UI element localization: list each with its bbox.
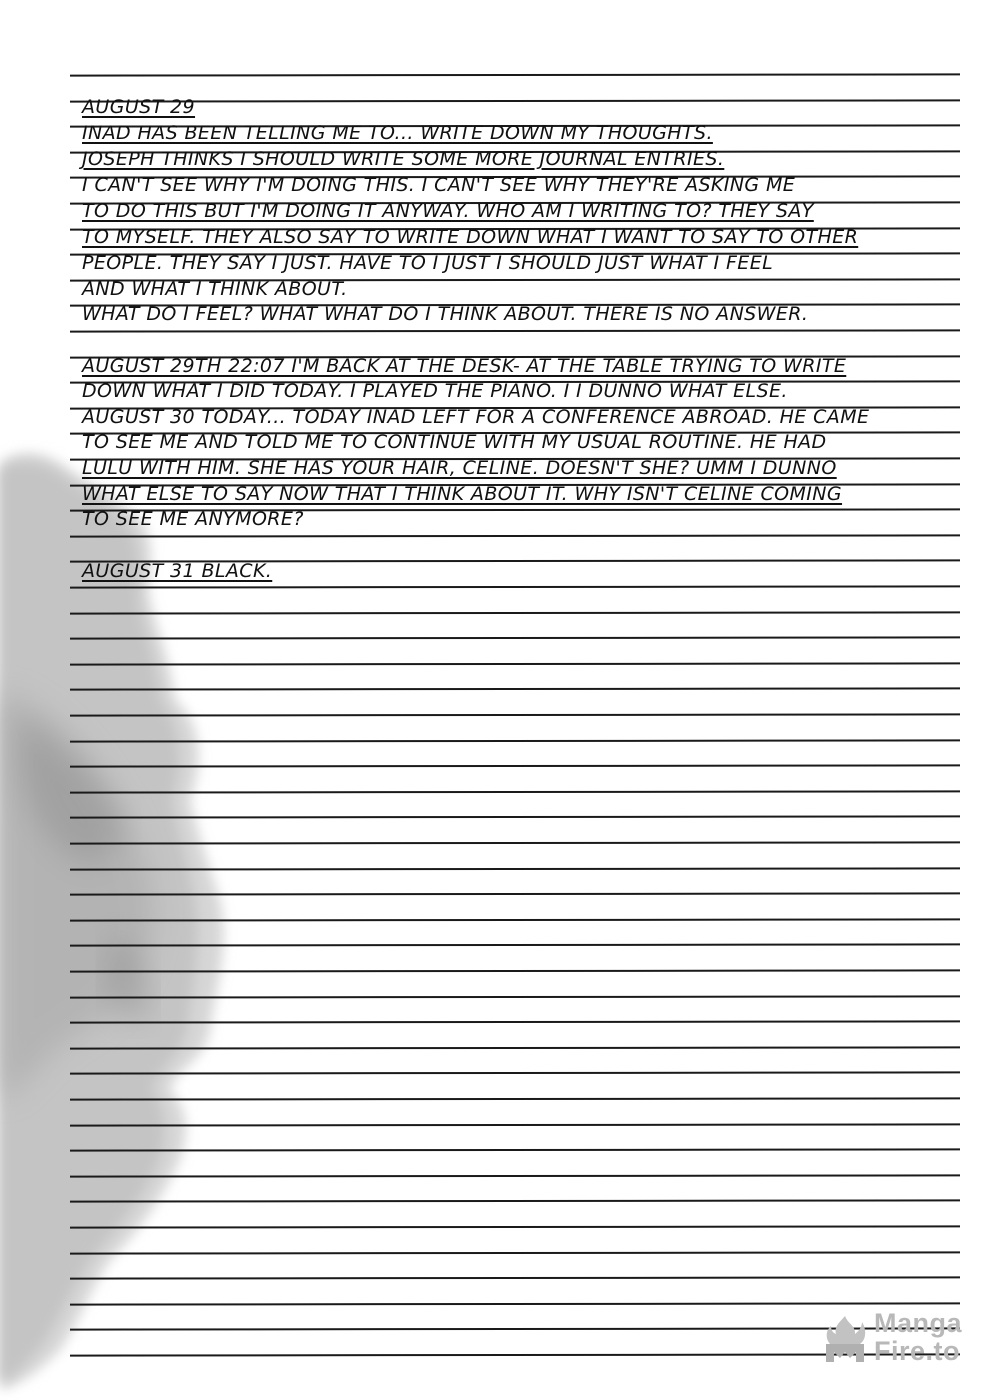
journal-line: WHAT ELSE TO SAY NOW THAT I THINK ABOUT IT. WHY ISN'T CELINE COMING xyxy=(82,483,843,505)
watermark-line-1: Manga xyxy=(874,1308,963,1338)
journal-line: TO MYSELF. THEY ALSO SAY TO WRITE DOWN WHAT I WANT TO SAY TO OTHER xyxy=(82,226,859,248)
journal-line: DOWN WHAT I DID TODAY. I PLAYED THE PIANO. I I DUNNO WHAT ELSE. xyxy=(82,380,788,402)
journal-line: WHAT DO I FEEL? WHAT WHAT DO I THINK ABOUT. THERE IS NO ANSWER. xyxy=(82,303,809,325)
flame-logo-icon xyxy=(822,1314,868,1364)
journal-line: LULU WITH HIM. SHE HAS YOUR HAIR, CELINE. DOESN'T SHE? UMM I DUNNO xyxy=(82,457,837,479)
journal-line: INAD HAS BEEN TELLING ME TO... WRITE DOWN MY THOUGHTS. xyxy=(82,122,713,144)
watermark-line-2: Fire.to xyxy=(874,1336,961,1366)
journal-line: AND WHAT I THINK ABOUT. xyxy=(82,278,348,300)
journal-line: PEOPLE. THEY SAY I JUST. HAVE TO I JUST I SHOULD JUST WHAT I FEEL xyxy=(82,252,774,274)
mangafire-watermark xyxy=(818,1308,978,1368)
journal-line: TO SEE ME AND TOLD ME TO CONTINUE WITH MY USUAL ROUTINE. HE HAD xyxy=(82,431,827,453)
journal-line: JOSEPH THINKS I SHOULD WRITE SOME MORE JOURNAL ENTRIES. xyxy=(82,148,725,170)
entry-date-aug-29-2207: AUGUST 29TH 22:07 I'M BACK AT THE DESK- AT THE TABLE TRYING TO WRITE xyxy=(82,355,847,377)
journal-line: AUGUST 30 TODAY... TODAY INAD LEFT FOR A CONFERENCE ABROAD. HE CAME xyxy=(82,406,870,428)
entry-date-aug-31: AUGUST 31 BLACK. xyxy=(82,560,273,582)
journal-line: I CAN'T SEE WHY I'M DOING THIS. I CAN'T SEE WHY THEY'RE ASKING ME xyxy=(82,174,796,196)
journal-line: TO SEE ME ANYMORE? xyxy=(82,508,304,530)
entry-date-aug-29: AUGUST 29 xyxy=(82,96,196,118)
journal-line: TO DO THIS BUT I'M DOING IT ANYWAY. WHO AM I WRITING TO? THEY SAY xyxy=(82,200,814,222)
